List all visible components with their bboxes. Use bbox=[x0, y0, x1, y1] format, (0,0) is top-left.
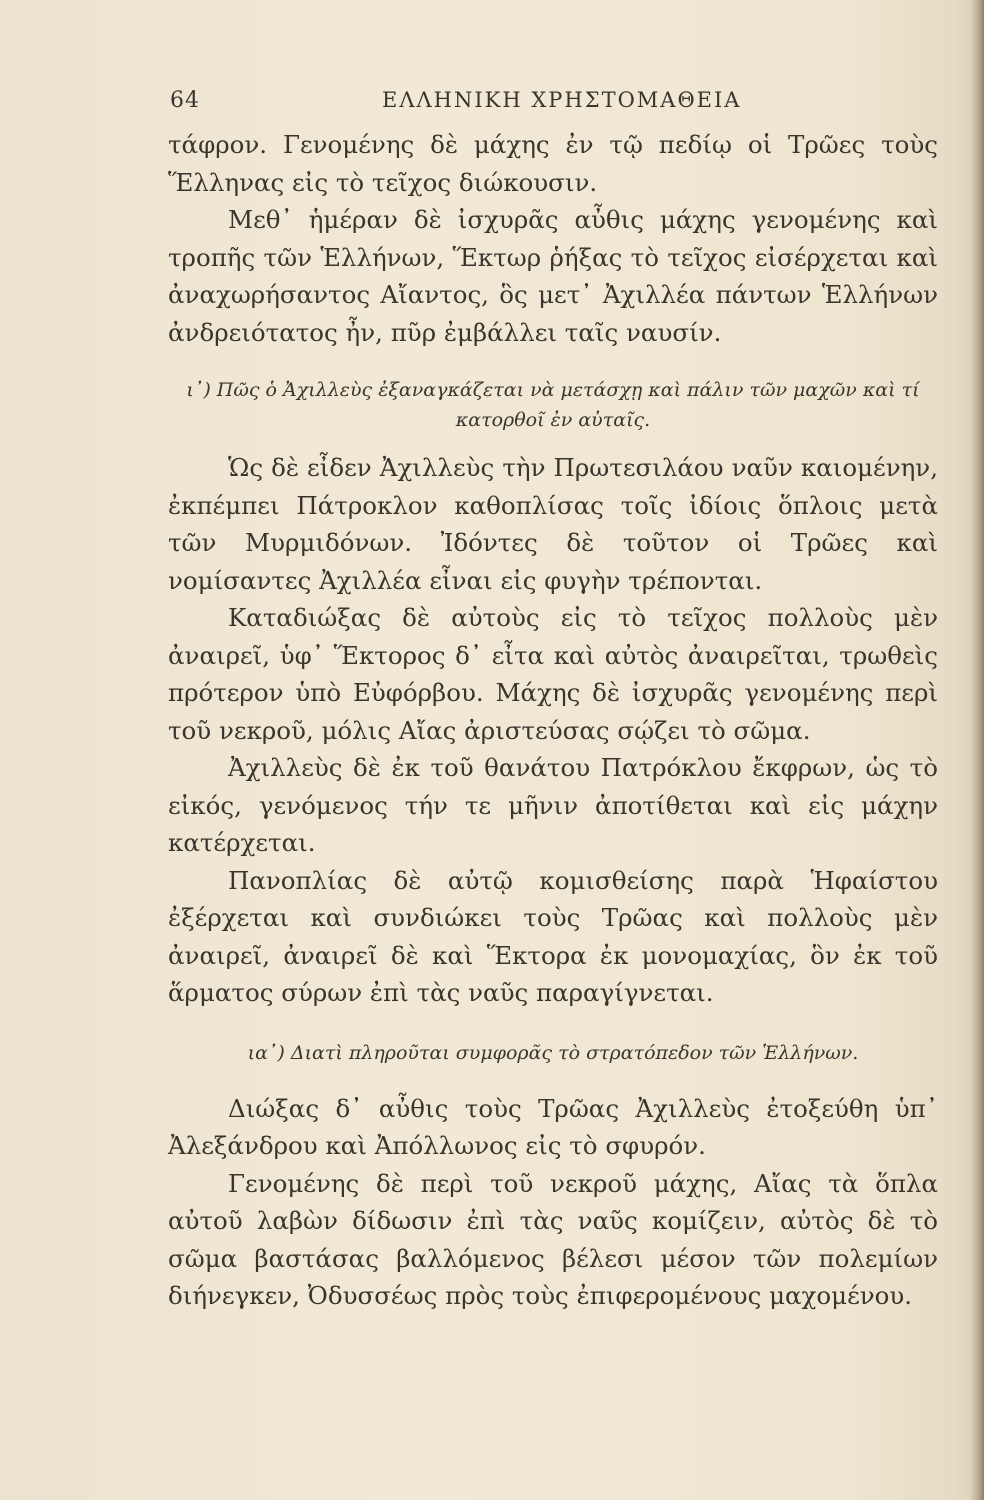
page-body bbox=[168, 126, 938, 1315]
paragraph: Ὡς δὲ εἶδεν Ἀχιλλεὺς τὴν Πρωτεσιλάου ναῦν καιομένην, ἐκπέμπει Πάτροκλον καθοπλίσας τοῖς ἰδίοις ὅπλοις μετὰ τῶν Μυρμιδόνων. Ἰδόντες δὲ τοῦτον οἱ Τρῶες καὶ νομίσαντες Ἀχιλλέα εἶναι εἰς φυγὴν τρέπονται. bbox=[168, 453, 938, 595]
section-heading: ια᾽) Διατὶ πληροῦται συμφορᾶς τὸ στρατόπεδον τῶν Ἑλλήνων. bbox=[247, 1041, 859, 1064]
paragraph: Ἀχιλλεὺς δὲ ἐκ τοῦ θανάτου Πατρόκλου ἔκφρων, ὡς τὸ εἰκός, γενόμενος τήν τε μῆνιν ἀποτίθεται καὶ εἰς μάχην κατέρχεται. bbox=[168, 753, 938, 857]
page-edge-shadow bbox=[970, 0, 984, 1500]
paragraph: Πανοπλίας δὲ αὐτῷ κομισθείσης παρὰ Ἡφαίστου ἐξέρχεται καὶ συνδιώκει τοὺς Τρῶας καὶ πολλοὺς μὲν ἀναιρεῖ, ἀναιρεῖ δὲ καὶ Ἕκτορα ἐκ μονομαχίας, ὃν ἐκ τοῦ ἅρματος σύρων ἐπὶ τὰς ναῦς παραγίγνεται. bbox=[168, 865, 938, 1007]
paragraph: Μεθ᾽ ἡμέραν δὲ ἰσχυρᾶς αὖθις μάχης γενομένης καὶ τροπῆς τῶν Ἑλλήνων, Ἕκτωρ ῥήξας τὸ τεῖχος εἰσέρχεται καὶ ἀναχωρήσαντος Αἴαντος, ὃς μετ᾽ Ἀχιλλέα πάντων Ἑλλήνων ἀνδρειότατος ἦν, πῦρ ἐμβάλλει ταῖς ναυσίν. bbox=[168, 205, 938, 347]
section-heading: ι᾽) Πῶς ὁ Ἀχιλλεὺς ἐξαναγκάζεται νὰ μετάσχῃ καὶ πάλιν τῶν μαχῶν καὶ τί κατορθοῖ ἐν αὐταῖς. bbox=[186, 379, 920, 431]
page-number: 64 bbox=[170, 88, 200, 113]
running-title: ΕΛΛΗΝΙΚΗ ΧΡΗΣΤΟΜΑΘΕΙΑ bbox=[382, 88, 742, 112]
page-header bbox=[170, 88, 806, 118]
paragraph: τάφρον. Γενομένης δὲ μάχης ἐν τῷ πεδίῳ οἱ Τρῶες τοὺς Ἕλληνας εἰς τὸ τεῖχος διώκουσιν. bbox=[168, 130, 938, 197]
paragraph: Διώξας δ᾽ αὖθις τοὺς Τρῶας Ἀχιλλεὺς ἐτοξεύθη ὑπ᾽ Ἀλεξάνδρου καὶ Ἀπόλλωνος εἰς τὸ σφυρόν. bbox=[168, 1093, 938, 1160]
paragraph: Καταδιώξας δὲ αὐτοὺς εἰς τὸ τεῖχος πολλοὺς μὲν ἀναιρεῖ, ὑφ᾽ Ἕκτορος δ᾽ εἶτα καὶ αὐτὸς ἀναιρεῖται, τρωθεὶς πρότερον ὑπὸ Εὐφόρβου. Μάχης δὲ ἰσχυρᾶς γενομένης περὶ τοῦ νεκροῦ, μόλις Αἴας ἀριστεύσας σῴζει τὸ σῶμα. bbox=[168, 603, 938, 745]
paragraph: Γενομένης δὲ περὶ τοῦ νεκροῦ μάχης, Αἴας τὰ ὅπλα αὐτοῦ λαβὼν δίδωσιν ἐπὶ τὰς ναῦς κομίζειν, αὐτὸς δὲ τὸ σῶμα βαστάσας βαλλόμενος βέλεσι μέσον τῶν πολεμίων διήνεγκεν, Ὀδυσσέως πρὸς τοὺς ἐπιφερομένους μαχομένου. bbox=[168, 1168, 938, 1310]
